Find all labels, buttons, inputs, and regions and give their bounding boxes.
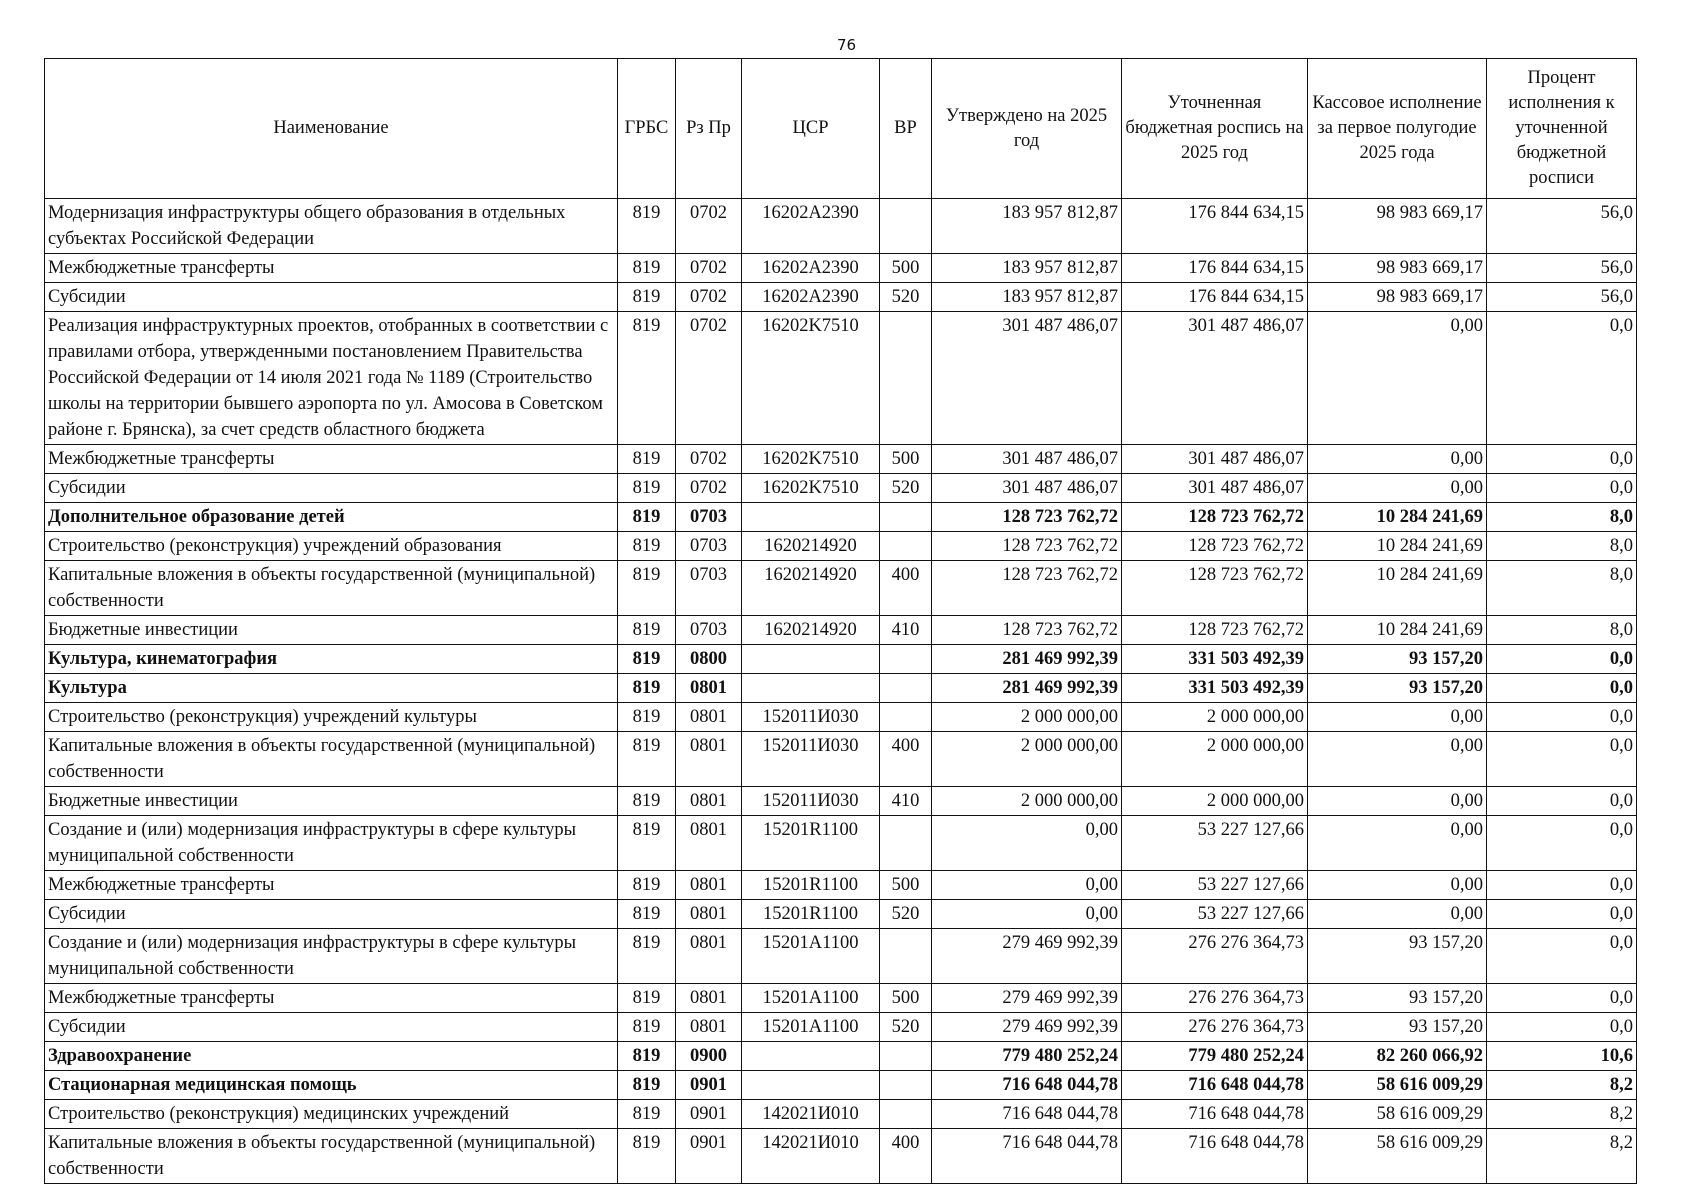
cell-rzpr: 0801 [676,703,742,732]
cell-approved: 128 723 762,72 [932,503,1122,532]
cell-approved: 281 469 992,39 [932,645,1122,674]
cell-vr [880,1042,932,1071]
cell-vr [880,645,932,674]
table-row [45,283,1637,312]
budget-table [44,58,1637,1184]
cell-cash: 10 284 241,69 [1308,616,1487,645]
cell-vr [880,503,932,532]
cell-vr: 520 [880,1013,932,1042]
page-number: 76 [836,36,857,54]
cell-cash: 0,00 [1308,445,1487,474]
cell-csr: 142021И010 [742,1100,880,1129]
header-approved: Утверждено на 2025 год [932,59,1122,199]
cell-vr: 500 [880,445,932,474]
cell-csr: 16202K7510 [742,445,880,474]
cell-vr [880,199,932,254]
cell-rzpr: 0900 [676,1042,742,1071]
cell-percent: 56,0 [1487,254,1637,283]
table-row [45,816,1637,871]
cell-name: Реализация инфраструктурных проектов, отобранных в соответствии с правилами отбора, утвержденными постановлением Правительства Российской Федерации от 14 июля 2021 года № 1189 (Строительство школы на территории бывшего аэропорта по ул. Амосова в Советском районе г. Брянска), за счет средств областного бюджета [45,312,618,445]
cell-name: Межбюджетные трансферты [45,445,618,474]
cell-rzpr: 0703 [676,503,742,532]
cell-csr: 152011И030 [742,732,880,787]
cell-approved: 0,00 [932,816,1122,871]
cell-rzpr: 0801 [676,871,742,900]
cell-grbs: 819 [618,445,676,474]
table-row [45,1013,1637,1042]
cell-cash: 0,00 [1308,900,1487,929]
cell-csr: 15201A1100 [742,929,880,984]
cell-rzpr: 0801 [676,1013,742,1042]
table-row [45,645,1637,674]
cell-vr: 520 [880,283,932,312]
cell-csr: 152011И030 [742,703,880,732]
cell-cash: 0,00 [1308,816,1487,871]
cell-rzpr: 0800 [676,645,742,674]
cell-cash: 0,00 [1308,787,1487,816]
cell-percent: 0,0 [1487,312,1637,445]
cell-name: Здравоохранение [45,1042,618,1071]
cell-approved: 2 000 000,00 [932,732,1122,787]
header-grbs: ГРБС [618,59,676,199]
cell-name: Межбюджетные трансферты [45,254,618,283]
cell-approved: 128 723 762,72 [932,561,1122,616]
cell-refined: 128 723 762,72 [1122,503,1308,532]
cell-approved: 279 469 992,39 [932,929,1122,984]
cell-grbs: 819 [618,616,676,645]
cell-csr: 15201A1100 [742,1013,880,1042]
cell-csr: 16202A2390 [742,254,880,283]
cell-rzpr: 0703 [676,616,742,645]
cell-csr: 15201R1100 [742,871,880,900]
header-csr: ЦСР [742,59,880,199]
cell-approved: 716 648 044,78 [932,1100,1122,1129]
cell-approved: 183 957 812,87 [932,254,1122,283]
cell-grbs: 819 [618,312,676,445]
cell-name: Культура [45,674,618,703]
cell-percent: 0,0 [1487,674,1637,703]
cell-cash: 10 284 241,69 [1308,532,1487,561]
cell-name: Бюджетные инвестиции [45,787,618,816]
table-row [45,703,1637,732]
cell-cash: 93 157,20 [1308,1013,1487,1042]
cell-vr [880,532,932,561]
table-row [45,503,1637,532]
cell-csr: 152011И030 [742,787,880,816]
cell-refined: 53 227 127,66 [1122,816,1308,871]
cell-cash: 98 983 669,17 [1308,254,1487,283]
cell-name: Субсидии [45,474,618,503]
cell-approved: 301 487 486,07 [932,312,1122,445]
cell-refined: 2 000 000,00 [1122,703,1308,732]
cell-grbs: 819 [618,732,676,787]
header-vr: ВР [880,59,932,199]
cell-cash: 93 157,20 [1308,674,1487,703]
table-row [45,445,1637,474]
cell-approved: 716 648 044,78 [932,1071,1122,1100]
cell-refined: 276 276 364,73 [1122,1013,1308,1042]
cell-name: Межбюджетные трансферты [45,871,618,900]
cell-grbs: 819 [618,199,676,254]
cell-name: Субсидии [45,283,618,312]
cell-rzpr: 0801 [676,787,742,816]
cell-percent: 0,0 [1487,787,1637,816]
cell-csr [742,1042,880,1071]
cell-percent: 0,0 [1487,732,1637,787]
cell-grbs: 819 [618,703,676,732]
cell-vr: 500 [880,871,932,900]
cell-refined: 2 000 000,00 [1122,732,1308,787]
table-header-row [45,59,1637,199]
cell-refined: 716 648 044,78 [1122,1100,1308,1129]
cell-approved: 301 487 486,07 [932,445,1122,474]
cell-approved: 183 957 812,87 [932,199,1122,254]
cell-grbs: 819 [618,254,676,283]
cell-percent: 8,0 [1487,503,1637,532]
cell-approved: 779 480 252,24 [932,1042,1122,1071]
header-cash: Кассовое исполнение за первое полугодие 2025 года [1308,59,1487,199]
cell-rzpr: 0703 [676,561,742,616]
table-row [45,254,1637,283]
table-row [45,732,1637,787]
cell-approved: 281 469 992,39 [932,674,1122,703]
cell-cash: 82 260 066,92 [1308,1042,1487,1071]
cell-name: Строительство (реконструкция) учреждений образования [45,532,618,561]
cell-percent: 0,0 [1487,645,1637,674]
cell-name: Дополнительное образование детей [45,503,618,532]
table-row [45,929,1637,984]
table-row [45,984,1637,1013]
cell-cash: 58 616 009,29 [1308,1071,1487,1100]
cell-percent: 0,0 [1487,1013,1637,1042]
cell-refined: 176 844 634,15 [1122,254,1308,283]
cell-cash: 98 983 669,17 [1308,283,1487,312]
cell-refined: 53 227 127,66 [1122,900,1308,929]
cell-percent: 8,0 [1487,616,1637,645]
table-row [45,561,1637,616]
cell-cash: 0,00 [1308,312,1487,445]
cell-percent: 0,0 [1487,703,1637,732]
cell-percent: 8,0 [1487,532,1637,561]
cell-name: Капитальные вложения в объекты государственной (муниципальной) собственности [45,561,618,616]
cell-refined: 53 227 127,66 [1122,871,1308,900]
cell-rzpr: 0702 [676,474,742,503]
cell-grbs: 819 [618,1100,676,1129]
cell-percent: 8,2 [1487,1071,1637,1100]
cell-vr [880,674,932,703]
cell-percent: 0,0 [1487,474,1637,503]
cell-grbs: 819 [618,1013,676,1042]
cell-vr [880,703,932,732]
cell-grbs: 819 [618,532,676,561]
cell-grbs: 819 [618,561,676,616]
cell-grbs: 819 [618,984,676,1013]
cell-grbs: 819 [618,929,676,984]
cell-vr [880,816,932,871]
cell-cash: 0,00 [1308,703,1487,732]
cell-name: Капитальные вложения в объекты государственной (муниципальной) собственности [45,1129,618,1184]
cell-cash: 0,00 [1308,474,1487,503]
cell-vr: 520 [880,900,932,929]
cell-name: Создание и (или) модернизация инфраструктуры в сфере культуры муниципальной собственности [45,929,618,984]
cell-csr [742,1071,880,1100]
table-row [45,900,1637,929]
cell-rzpr: 0801 [676,929,742,984]
cell-percent: 0,0 [1487,929,1637,984]
cell-approved: 0,00 [932,871,1122,900]
cell-percent: 0,0 [1487,900,1637,929]
header-refined: Уточненная бюджетная роспись на 2025 год [1122,59,1308,199]
cell-rzpr: 0702 [676,199,742,254]
cell-name: Субсидии [45,1013,618,1042]
cell-approved: 279 469 992,39 [932,1013,1122,1042]
cell-rzpr: 0703 [676,532,742,561]
cell-refined: 176 844 634,15 [1122,199,1308,254]
cell-percent: 10,6 [1487,1042,1637,1071]
cell-name: Стационарная медицинская помощь [45,1071,618,1100]
cell-rzpr: 0901 [676,1129,742,1184]
cell-cash: 58 616 009,29 [1308,1129,1487,1184]
cell-cash: 10 284 241,69 [1308,503,1487,532]
cell-rzpr: 0702 [676,283,742,312]
table-row [45,312,1637,445]
cell-vr [880,1071,932,1100]
cell-refined: 128 723 762,72 [1122,532,1308,561]
header-name: Наименование [45,59,618,199]
cell-vr [880,929,932,984]
cell-percent: 8,2 [1487,1129,1637,1184]
cell-rzpr: 0801 [676,984,742,1013]
cell-name: Бюджетные инвестиции [45,616,618,645]
cell-refined: 301 487 486,07 [1122,312,1308,445]
cell-approved: 0,00 [932,900,1122,929]
cell-csr: 16202K7510 [742,474,880,503]
header-percent: Процент исполнения к уточненной бюджетной росписи [1487,59,1637,199]
cell-rzpr: 0801 [676,900,742,929]
cell-rzpr: 0801 [676,732,742,787]
cell-grbs: 819 [618,816,676,871]
cell-vr: 500 [880,984,932,1013]
cell-csr [742,674,880,703]
cell-csr: 15201R1100 [742,900,880,929]
cell-csr: 1620214920 [742,561,880,616]
cell-name: Модернизация инфраструктуры общего образования в отдельных субъектах Российской Федерации [45,199,618,254]
cell-name: Строительство (реконструкция) медицинских учреждений [45,1100,618,1129]
table-row [45,1071,1637,1100]
cell-refined: 128 723 762,72 [1122,561,1308,616]
cell-cash: 93 157,20 [1308,984,1487,1013]
cell-csr [742,503,880,532]
cell-grbs: 819 [618,474,676,503]
cell-vr [880,1100,932,1129]
cell-refined: 128 723 762,72 [1122,616,1308,645]
cell-grbs: 819 [618,503,676,532]
cell-rzpr: 0801 [676,674,742,703]
cell-rzpr: 0702 [676,445,742,474]
cell-cash: 93 157,20 [1308,645,1487,674]
cell-percent: 0,0 [1487,871,1637,900]
cell-grbs: 819 [618,1071,676,1100]
table-row [45,1042,1637,1071]
cell-percent: 0,0 [1487,445,1637,474]
cell-vr: 400 [880,1129,932,1184]
cell-grbs: 819 [618,283,676,312]
cell-cash: 93 157,20 [1308,929,1487,984]
cell-grbs: 819 [618,1042,676,1071]
cell-csr: 16202A2390 [742,199,880,254]
cell-rzpr: 0702 [676,312,742,445]
cell-name: Культура, кинематография [45,645,618,674]
cell-grbs: 819 [618,1129,676,1184]
cell-rzpr: 0801 [676,816,742,871]
cell-name: Строительство (реконструкция) учреждений культуры [45,703,618,732]
table-row [45,1100,1637,1129]
cell-csr: 16202K7510 [742,312,880,445]
table-row [45,616,1637,645]
cell-refined: 176 844 634,15 [1122,283,1308,312]
cell-approved: 183 957 812,87 [932,283,1122,312]
table-row [45,871,1637,900]
cell-refined: 331 503 492,39 [1122,645,1308,674]
cell-approved: 716 648 044,78 [932,1129,1122,1184]
cell-name: Создание и (или) модернизация инфраструктуры в сфере культуры муниципальной собственности [45,816,618,871]
cell-refined: 301 487 486,07 [1122,474,1308,503]
table-row [45,474,1637,503]
cell-rzpr: 0901 [676,1071,742,1100]
cell-csr: 15201R1100 [742,816,880,871]
cell-vr: 400 [880,732,932,787]
table-body [45,199,1637,1184]
cell-name: Межбюджетные трансферты [45,984,618,1013]
cell-vr [880,312,932,445]
cell-csr: 16202A2390 [742,283,880,312]
cell-percent: 56,0 [1487,283,1637,312]
cell-approved: 128 723 762,72 [932,532,1122,561]
cell-vr: 400 [880,561,932,616]
cell-refined: 779 480 252,24 [1122,1042,1308,1071]
cell-vr: 500 [880,254,932,283]
header-rzpr: Рз Пр [676,59,742,199]
cell-refined: 301 487 486,07 [1122,445,1308,474]
cell-percent: 0,0 [1487,816,1637,871]
cell-cash: 10 284 241,69 [1308,561,1487,616]
cell-cash: 0,00 [1308,871,1487,900]
cell-name: Субсидии [45,900,618,929]
cell-rzpr: 0901 [676,1100,742,1129]
cell-approved: 2 000 000,00 [932,787,1122,816]
cell-rzpr: 0702 [676,254,742,283]
cell-cash: 58 616 009,29 [1308,1100,1487,1129]
cell-percent: 8,2 [1487,1100,1637,1129]
cell-cash: 0,00 [1308,732,1487,787]
cell-vr: 410 [880,616,932,645]
cell-vr: 520 [880,474,932,503]
table-row [45,787,1637,816]
cell-percent: 0,0 [1487,984,1637,1013]
cell-refined: 276 276 364,73 [1122,929,1308,984]
table-row [45,199,1637,254]
cell-csr: 142021И010 [742,1129,880,1184]
cell-refined: 2 000 000,00 [1122,787,1308,816]
table-row [45,532,1637,561]
table-row [45,1129,1637,1184]
cell-refined: 276 276 364,73 [1122,984,1308,1013]
cell-csr: 1620214920 [742,532,880,561]
cell-refined: 716 648 044,78 [1122,1129,1308,1184]
cell-approved: 301 487 486,07 [932,474,1122,503]
cell-grbs: 819 [618,645,676,674]
cell-approved: 128 723 762,72 [932,616,1122,645]
cell-vr: 410 [880,787,932,816]
cell-grbs: 819 [618,674,676,703]
table-row [45,674,1637,703]
cell-cash: 98 983 669,17 [1308,199,1487,254]
cell-refined: 331 503 492,39 [1122,674,1308,703]
cell-percent: 8,0 [1487,561,1637,616]
cell-refined: 716 648 044,78 [1122,1071,1308,1100]
cell-grbs: 819 [618,900,676,929]
cell-approved: 279 469 992,39 [932,984,1122,1013]
cell-grbs: 819 [618,871,676,900]
cell-grbs: 819 [618,787,676,816]
cell-percent: 56,0 [1487,199,1637,254]
cell-csr: 1620214920 [742,616,880,645]
cell-csr [742,645,880,674]
cell-name: Капитальные вложения в объекты государственной (муниципальной) собственности [45,732,618,787]
cell-csr: 15201A1100 [742,984,880,1013]
cell-approved: 2 000 000,00 [932,703,1122,732]
